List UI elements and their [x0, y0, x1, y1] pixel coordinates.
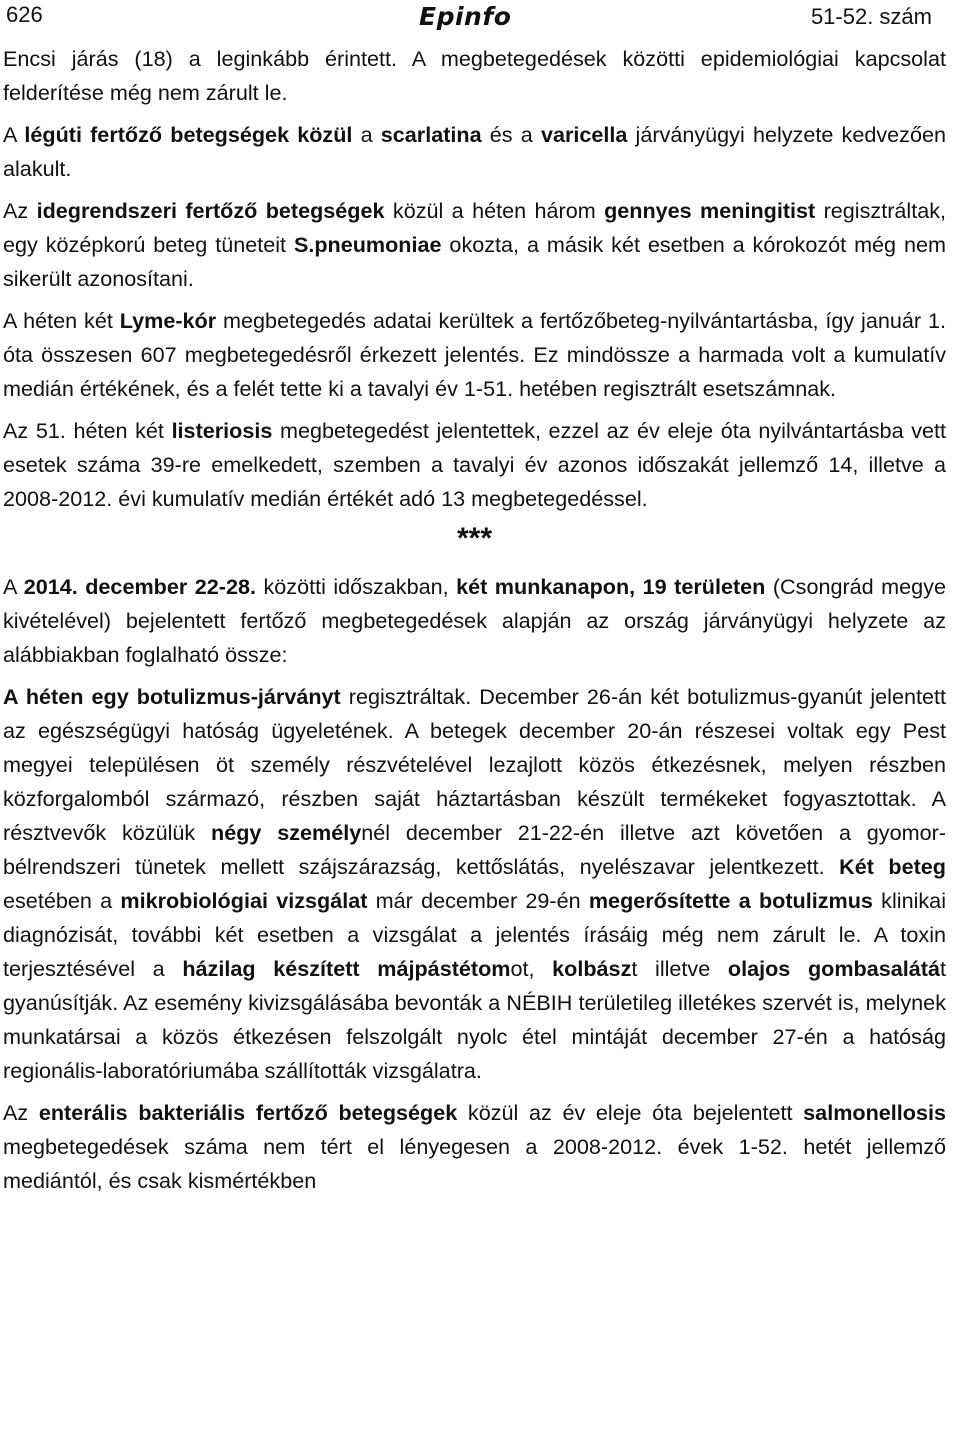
- text-run: megbetegedés adatai kerültek a fertőzőbeteg-nyilvántartásba, így január 1. óta összesen 607 megbetegedésről érkezett jelentés. Ez mindössze a harmada volt a kumulatív medián értékének, és a felét tette ki a tavalyi év 1-51. hetében regisztrált esetszámnak.: [3, 308, 946, 401]
- bold-text: megerősítette a botulizmus: [588, 888, 873, 913]
- body-section-1: [3, 42, 946, 516]
- text-run: A héten két: [3, 308, 120, 333]
- bold-text: varicella: [540, 122, 628, 147]
- text-run: regisztráltak. December 26-án két botulizmus-gyanút jelentett az egészségügyi hatóság ügyeletének. A betegek december 20-án részesei voltak egy Pest megyei településen öt személy részvételével lezajlott közös étkezésnek, melyen részben közforgalomból származó, részben saját háztartásban készült termékeket fogyasztottak. A résztvevők közülük: [3, 684, 946, 845]
- text-run: Az: [3, 198, 37, 223]
- text-run: klinikai diagnózisát, további két esetben a vizsgálat a jelentés írásáig még nem zárult le. A toxin terjesztésével a: [3, 888, 946, 981]
- text-run: Az: [3, 1100, 39, 1125]
- text-run: ot,: [510, 956, 553, 981]
- bold-text: A héten egy botulizmus-járványt: [3, 684, 341, 709]
- bold-text: salmonellosis: [803, 1100, 946, 1125]
- text-run: és a: [481, 122, 541, 147]
- paragraph: [3, 304, 946, 406]
- text-run: közül a héten három: [384, 198, 605, 223]
- bold-text: mikrobiológiai vizsgálat: [120, 888, 368, 913]
- bold-text: enterális bakteriális fertőző betegségek: [38, 1100, 458, 1125]
- bold-text: két munkanapon, 19 területen: [456, 574, 766, 599]
- bold-text: S.pneumoniae: [293, 232, 442, 257]
- text-run: esetében a: [3, 888, 121, 913]
- paragraph: [3, 194, 946, 296]
- body-section-2: [3, 570, 946, 1198]
- text-run: a: [352, 122, 381, 147]
- text-run: t gyanúsítják. Az esemény kivizsgálásába bevonták a NÉBIH területileg illetékes szervét is, melynek munkatársai a közös étkezésen felszolgált nyolc étel mintáját december 27-én a hatóság regionális-laboratóriumába szállították vizsgálatra.: [3, 956, 946, 1083]
- bold-text: 2014. december 22-28.: [23, 574, 256, 599]
- bold-text: Lyme-kór: [119, 308, 217, 333]
- issue-number: 51-52. szám: [810, 4, 932, 29]
- text-run: t illetve: [631, 956, 728, 981]
- text-run: nél december 21-22-én illetve azt követően a gyomor-bélrendszeri tünetek mellett szájszárazság, kettőslátás, nyelészavar jelentkezett.: [3, 820, 946, 879]
- bold-text: scarlatina: [380, 122, 482, 147]
- bold-text: Két beteg: [839, 854, 946, 879]
- bold-text: idegrendszeri fertőző betegségek: [36, 198, 385, 223]
- text-run: okozta, a másik két esetben a kórokozót még nem sikerült azonosítani.: [3, 232, 946, 291]
- text-run: megbetegedést jelentettek, ezzel az év eleje óta nyilvántartásba vett esetek száma 39-re emelkedett, szemben a tavalyi év azonos időszakát jellemző 14, illetve a 2008-2012. évi kumulatív medián értékét adó 13 megbetegedéssel.: [3, 418, 947, 511]
- paragraph: [3, 680, 946, 1088]
- bold-text: négy személy: [211, 820, 362, 845]
- epinfo-logo: Epinfo: [419, 2, 512, 31]
- text-run: közötti időszakban,: [255, 574, 457, 599]
- text-run: A: [3, 574, 24, 599]
- text-run: regisztráltak, egy középkorú beteg tüneteit: [3, 198, 946, 257]
- paragraph: [3, 42, 946, 110]
- text-run: közül az év eleje óta bejelentett: [457, 1100, 804, 1125]
- section-separator: ***: [456, 522, 493, 555]
- text-run: Encsi járás (18) a leginkább érintett. A megbetegedések közötti epidemiológiai kapcsolat felderítése még nem zárult le.: [3, 46, 946, 105]
- page-header: [3, 0, 946, 42]
- paragraph: [3, 1096, 946, 1198]
- page-number: 626: [6, 2, 43, 27]
- bold-text: házilag készített májpástétom: [182, 956, 511, 981]
- paragraph: [3, 570, 946, 672]
- text-run: A: [3, 122, 25, 147]
- bold-text: légúti fertőző betegségek közül: [24, 122, 353, 147]
- paragraph: [3, 414, 946, 516]
- text-run: Az 51. héten két: [3, 418, 172, 443]
- text-run: már december 29-én: [367, 888, 589, 913]
- bold-text: gennyes meningitist: [604, 198, 816, 223]
- bold-text: kolbász: [552, 956, 632, 981]
- text-run: járványügyi helyzete kedvezően alakult.: [3, 122, 946, 181]
- bold-text: listeriosis: [171, 418, 273, 443]
- paragraph: [3, 118, 946, 186]
- text-run: megbetegedések száma nem tért el lényegesen a 2008-2012. évek 1-52. hetét jellemző mediántól, és csak kismértékben: [3, 1134, 946, 1193]
- bold-text: olajos gombasalátá: [727, 956, 940, 981]
- text-run: (Csongrád megye kivételével) bejelentett fertőző megbetegedések alapján az ország járványügyi helyzete az alábbiakban foglalható össze:: [3, 574, 946, 667]
